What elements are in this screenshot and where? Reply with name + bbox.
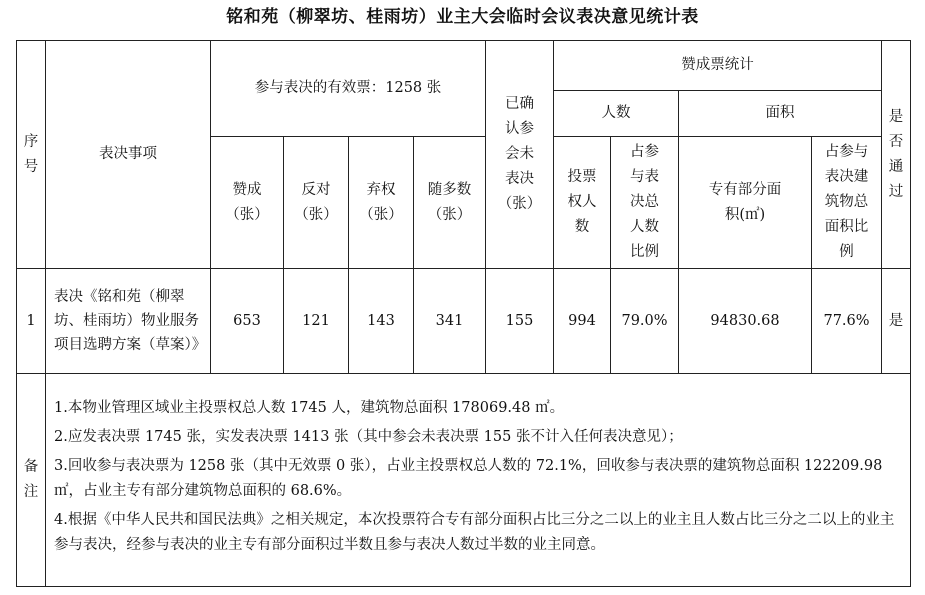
- header-approve-stats: 赞成票统计: [554, 41, 882, 91]
- note-item: 4.根据《中华人民共和国民法典》之相关规定，本次投票符合专有部分面积占比三分之二以上的业主且人数占比三分之二以上的业主参与表决，经参与表决的业主专有部分面积过半数且参与表决人数过半数的业主同意。: [54, 512, 895, 553]
- row-exclusive-area: 94830.68: [679, 269, 812, 374]
- header-oppose: 反对 （张）: [284, 137, 349, 269]
- note-item: 3.回收参与表决票为 1258 张（其中无效票 0 张），占业主投票权总人数的 72.1%，回收参与表决票的建筑物总面积 122209.98 ㎡，占业主专有部分建筑物总面积的 68.6%。: [54, 458, 883, 499]
- table-row: [17, 269, 911, 374]
- header-follow-majority: 随多数 （张）: [414, 137, 486, 269]
- header-passed: 是 否 通 过: [882, 41, 911, 269]
- note-item: 2.应发表决票 1745 张，实发表决票 1413 张（其中参会未表决票 155 张不计入任何表决意见）；: [54, 429, 683, 445]
- row-voter-ratio: 79.0%: [611, 269, 679, 374]
- header-confirmed-no-vote: 已确 认参 会未 表决 （张）: [486, 41, 554, 269]
- note-item: 1.本物业管理区域业主投票权总人数 1745 人，建筑物总面积 178069.48 ㎡。: [54, 400, 565, 416]
- row-follow-majority: 341: [414, 269, 486, 374]
- header-voter-ratio: 占参 与表 决总 人数 比例: [611, 137, 679, 269]
- row-passed: 是: [882, 269, 911, 374]
- vote-statistics-table: [16, 40, 911, 587]
- header-abstain: 弃权 （张）: [349, 137, 414, 269]
- row-seq: 1: [17, 269, 46, 374]
- row-oppose: 121: [284, 269, 349, 374]
- header-matter: 表决事项: [46, 41, 211, 269]
- row-approve: 653: [211, 269, 284, 374]
- notes-label: 备 注: [17, 374, 46, 587]
- header-valid-votes: 参与表决的有效票：1258 张: [211, 41, 486, 137]
- header-seq: 序 号: [17, 41, 46, 269]
- header-voters: 投票 权人 数: [554, 137, 611, 269]
- row-abstain: 143: [349, 269, 414, 374]
- row-confirmed-no-vote: 155: [486, 269, 554, 374]
- header-exclusive-area: 专有部分面 积(㎡): [679, 137, 812, 269]
- header-area: 面积: [679, 91, 882, 137]
- notes-list: [46, 374, 910, 558]
- row-matter: 表决《铭和苑（柳翠坊、桂雨坊）物业服务项目选聘方案（草案）》: [46, 269, 211, 374]
- header-approve: 赞成 （张）: [211, 137, 284, 269]
- document-title: 铭和苑（柳翠坊、桂雨坊）业主大会临时会议表决意见统计表: [226, 7, 699, 27]
- row-area-ratio: 77.6%: [812, 269, 882, 374]
- row-voters: 994: [554, 269, 611, 374]
- notes-row: [17, 374, 911, 587]
- notes-cell: [46, 374, 911, 587]
- header-area-ratio: 占参与 表决建 筑物总 面积比 例: [812, 137, 882, 269]
- header-people: 人数: [554, 91, 679, 137]
